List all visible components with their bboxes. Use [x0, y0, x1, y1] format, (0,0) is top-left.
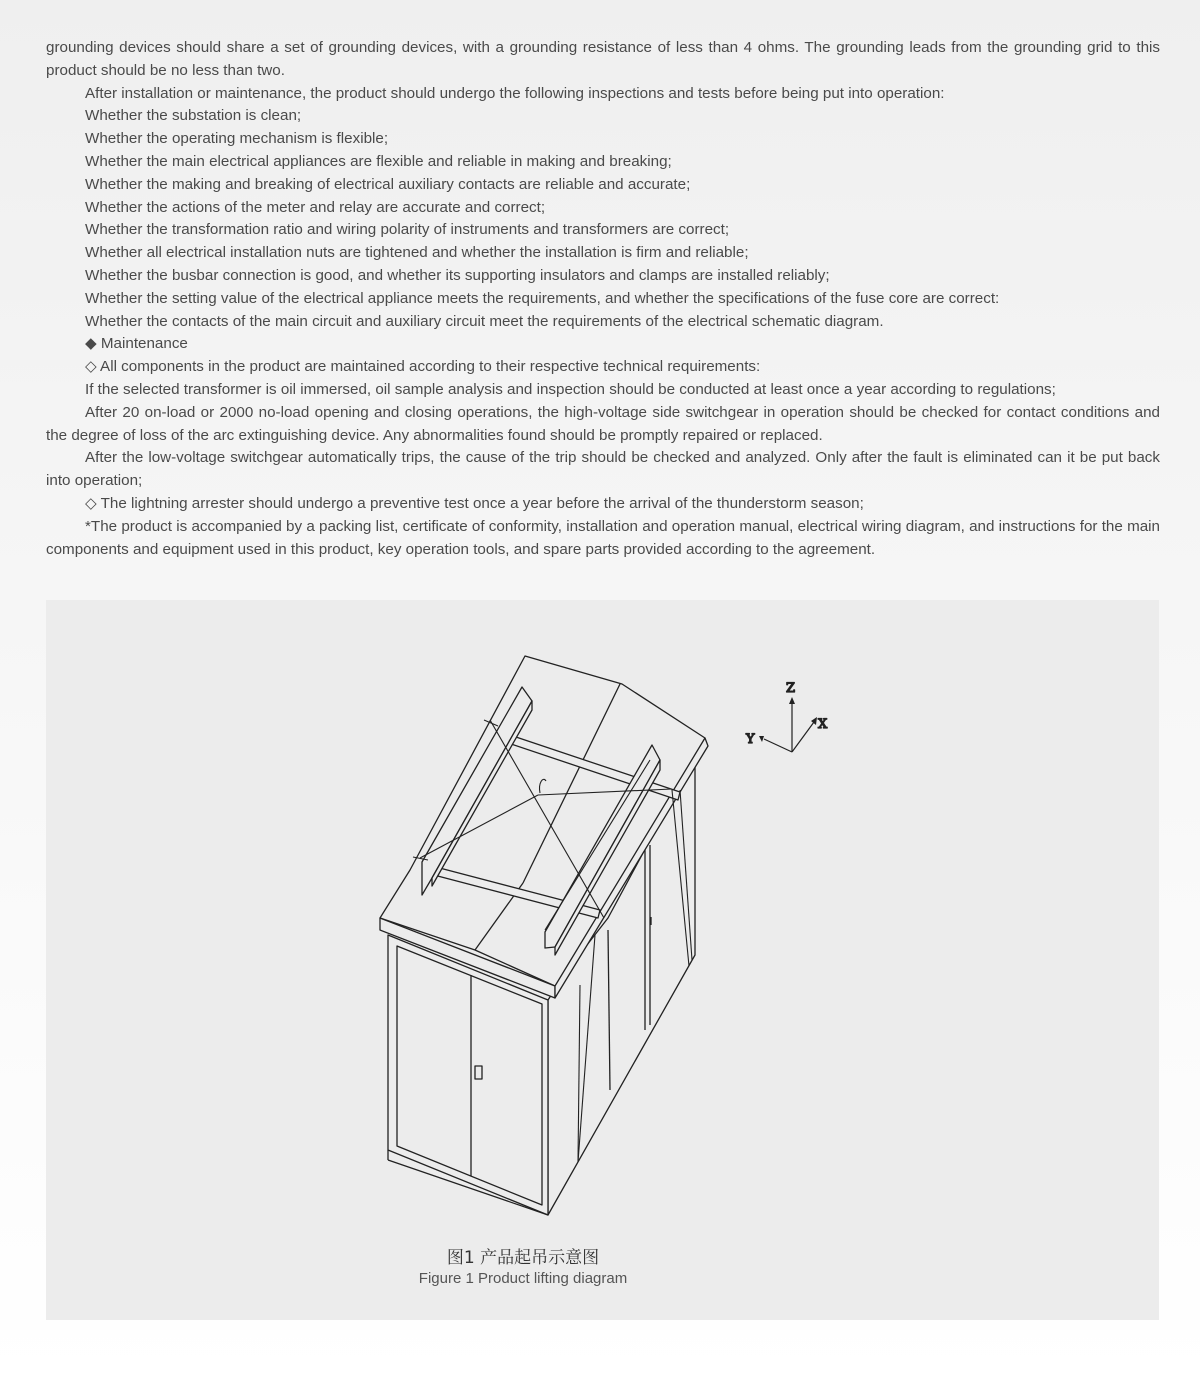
- checklist-item: Whether the busbar connection is good, and whether its supporting insulators and clamps are installed reliably;: [85, 266, 830, 284]
- paragraph: ◇ The lightning arrester should undergo a preventive test once a year before the arrival of the thunderstorm season;: [85, 494, 864, 512]
- figure-caption-zh: 图1 产品起吊示意图: [446, 1248, 600, 1268]
- checklist-item: Whether the substation is clean;: [85, 107, 302, 125]
- checklist-item: Whether the making and breaking of electrical auxiliary contacts are reliable and accurate;: [85, 175, 691, 193]
- checklist-item: Whether the transformation ratio and wiring polarity of instruments and transformers are correct;: [85, 221, 730, 239]
- paragraph: grounding devices should share a set of grounding devices, with a grounding resistance of less than 4 ohms. The grounding leads from the grounding grid to this product should be no less than two.: [46, 39, 1160, 79]
- figure-caption-en: Figure 1 Product lifting diagram: [418, 1270, 628, 1287]
- axes-icon: [759, 697, 817, 752]
- door-handle: [475, 1066, 482, 1079]
- section-heading-maintenance: ◆ Maintenance: [85, 335, 188, 353]
- paragraph: After installation or maintenance, the product should undergo the following inspections and tests before being put into operation:: [85, 84, 945, 102]
- checklist-item: Whether all electrical installation nuts are tightened and whether the installation is firm and reliable;: [85, 244, 749, 262]
- checklist-item: Whether the actions of the meter and relay are accurate and correct;: [85, 198, 546, 216]
- axis-label-x: X: [818, 717, 828, 732]
- paragraph: If the selected transformer is oil immersed, oil sample analysis and inspection should be conducted at least once a year according to regulations;: [85, 380, 1056, 398]
- lifting-diagram: [46, 600, 1159, 1320]
- body-text: [46, 37, 1160, 561]
- checklist-item: Whether the main electrical appliances are flexible and reliable in making and breaking;: [85, 152, 672, 170]
- figure-panel: [46, 600, 1159, 1320]
- checklist-item: Whether the setting value of the electrical appliance meets the requirements, and whether the specifications of the fuse core are correct:: [85, 289, 1000, 307]
- paragraph: ◇ All components in the product are maintained according to their respective technical requirements:: [85, 358, 761, 376]
- axis-label-y: Y: [746, 732, 755, 747]
- paragraph: *The product is accompanied by a packing list, certificate of conformity, installation and operation manual, electrical wiring diagram, and instructions for the main components and equipment used in this product, key operation tools, and spare parts provided according to the agreement.: [46, 517, 1160, 558]
- paragraph: After the low-voltage switchgear automatically trips, the cause of the trip should be checked and analyzed. Only after the fault is eliminated can it be put back into operation;: [46, 449, 1160, 490]
- checklist-item: Whether the contacts of the main circuit and auxiliary circuit meet the requirements of the electrical schematic diagram.: [85, 312, 884, 330]
- axis-label-z: Z: [786, 681, 796, 696]
- paragraph: After 20 on-load or 2000 no-load opening and closing operations, the high-voltage side switchgear in operation should be checked for contact conditions and the degree of loss of the arc extinguishing device. Any abnormalities found should be promptly repaired or replaced.: [46, 403, 1160, 444]
- checklist-item: Whether the operating mechanism is flexible;: [85, 130, 389, 148]
